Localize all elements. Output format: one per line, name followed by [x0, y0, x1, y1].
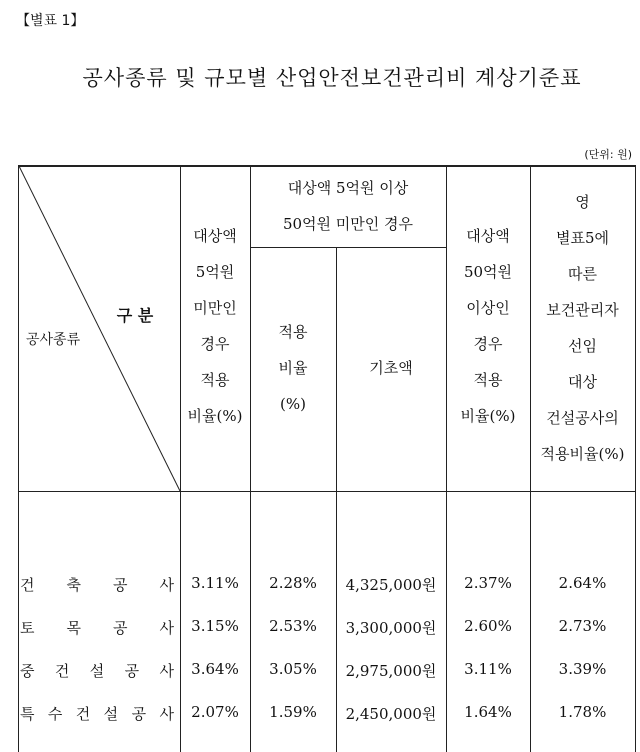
row-label-char: 설	[89, 662, 105, 680]
table-cell: 2,975,000원	[345, 662, 437, 680]
group-header	[250, 170, 446, 242]
unit-note: (단위: 원)	[584, 148, 632, 161]
sub-rate-header	[250, 314, 336, 422]
row-label-char: 목	[66, 619, 81, 637]
col1-header-line: 적용	[200, 371, 230, 389]
table-cell: 1.78%	[558, 703, 607, 721]
table-cell: 2.64%	[558, 574, 607, 592]
table-cell: 3.11%	[191, 574, 239, 592]
row-label-char: 공	[113, 576, 128, 594]
row-label-char: 특	[20, 705, 35, 723]
table-cell: 2.60%	[464, 617, 512, 635]
row-label	[20, 574, 174, 595]
col4-header-line: 이상인	[466, 299, 510, 317]
sub-rate-line: 비율	[278, 359, 308, 377]
table-cell: 2.53%	[269, 617, 317, 635]
table-cell: 3.11%	[464, 660, 512, 678]
group-header-line: 대상액 5억원 이상	[287, 179, 409, 197]
col4-header-line: 경우	[473, 335, 503, 353]
row-label-char: 건	[75, 705, 91, 723]
col5-header-line: 영	[575, 193, 590, 211]
col1-header	[180, 218, 250, 434]
row-label-char: 수	[47, 705, 63, 723]
col4-header	[446, 218, 530, 434]
table-cell: 2.37%	[464, 574, 512, 592]
table-cell: 3.64%	[191, 660, 239, 678]
page-title: 공사종류 및 규모별 산업안전보건관리비 계상기준표	[82, 66, 582, 90]
row-label-char: 토	[20, 619, 35, 637]
table-cell: 2.28%	[269, 574, 317, 592]
table-cell: 2.73%	[558, 617, 607, 635]
table-cell: 4,325,000원	[345, 576, 437, 594]
col4-header-line: 대상액	[466, 227, 510, 245]
table-cell: 1.64%	[464, 703, 512, 721]
row-label-char: 설	[103, 705, 119, 723]
row-label-char: 사	[159, 576, 174, 594]
sub-rate-line: (%)	[280, 395, 306, 413]
col1-header-line: 5억원	[195, 263, 235, 281]
row-label-char: 사	[159, 619, 174, 637]
col1-header-line: 비율(%)	[187, 407, 243, 425]
table-cell: 3.15%	[191, 617, 239, 635]
table-cell: 3.39%	[558, 660, 607, 678]
sub-base-header: 기초액	[369, 359, 413, 377]
corner-label-bottom: 공사종류	[26, 332, 81, 348]
table-cell: 3,300,000원	[345, 619, 437, 637]
row-label-char: 중	[20, 662, 35, 680]
row-label-char: 사	[159, 662, 174, 680]
annex-label: 【별표 1】	[16, 13, 85, 29]
table-cell: 1.59%	[269, 703, 317, 721]
row-label	[20, 617, 174, 638]
col5-header-line: 선임	[568, 337, 597, 355]
group-header-line: 50억원 미만인 경우	[282, 215, 414, 233]
col5-header-line: 적용비율(%)	[540, 445, 625, 463]
table-cell: 2,450,000원	[345, 705, 437, 723]
col4-header-line: 비율(%)	[460, 407, 516, 425]
row-label	[20, 660, 174, 681]
row-label-char: 공	[113, 619, 128, 637]
table-cell: 3.05%	[269, 660, 317, 678]
col5-header-line: 따른	[568, 265, 597, 283]
col1-header-line: 대상액	[193, 227, 237, 245]
col1-header-line: 경우	[200, 335, 230, 353]
col5-header	[530, 184, 635, 472]
col5-header-line: 보건관리자	[546, 301, 619, 319]
sub-rate-line: 적용	[278, 323, 308, 341]
row-label-char: 건	[20, 576, 35, 594]
row-label-char: 공	[124, 662, 140, 680]
col4-header-line: 적용	[473, 371, 503, 389]
row-label-char: 축	[66, 576, 81, 594]
corner-label-top: 구 분	[116, 306, 154, 325]
row-label-char: 공	[131, 705, 147, 723]
col1-header-line: 미만인	[193, 299, 237, 317]
col5-header-line: 별표5에	[555, 229, 609, 247]
table-cell: 2.07%	[191, 703, 239, 721]
row-label-char: 건	[54, 662, 70, 680]
col5-header-line: 건설공사의	[546, 409, 619, 427]
col5-header-line: 대상	[568, 373, 597, 391]
row-label-char: 사	[159, 705, 174, 723]
col4-header-line: 50억원	[463, 263, 513, 281]
row-label	[20, 703, 174, 724]
